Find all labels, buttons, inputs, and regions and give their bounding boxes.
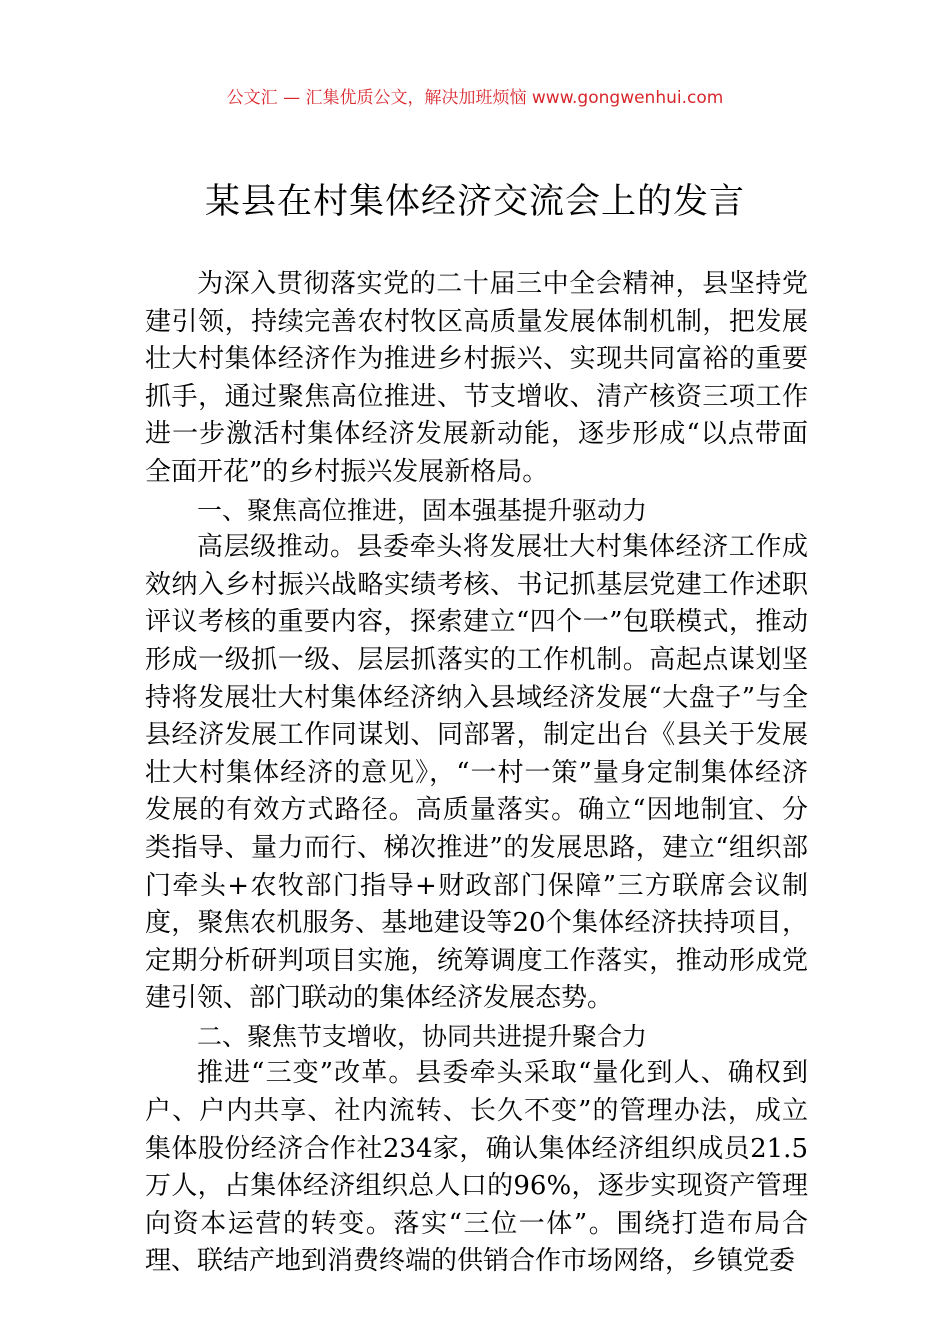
intro-paragraph: 为深入贯彻落实党的二十届三中全会精神，县坚持党建引领，持续完善农村牧区高质量发展体制机制，把发展壮大村集体经济作为推进乡村振兴、实现共同富裕的重要抓手，通过聚焦高位推进、节支增收、清产核资三项工作进一步激活村集体经济发展新动能，逐步形成“以点带面全面开花”的乡村振兴发展新格局。 — [145, 269, 808, 487]
document-title: 某县在村集体经济交流会上的发言 — [204, 182, 745, 222]
header-banner[interactable]: 公文汇 — 汇集优质公文，解决加班烦恼 www.gongwenhui.com — [226, 88, 724, 108]
document-body — [145, 266, 808, 1281]
section-1-paragraph: 高层级推动。县委牵头将发展壮大村集体经济工作成效纳入乡村振兴战略实绩考核、书记抓基层党建工作述职评议考核的重要内容，探索建立“四个一”包联模式，推动形成一级抓一级、层层抓落实的工作机制。高起点谋划坚持将发展壮大村集体经济纳入县域经济发展“大盘子”与全县经济发展工作同谋划、同部署，制定出台《县关于发展壮大村集体经济的意见》，“一村一策”量身定制集体经济发展的有效方式路径。高质量落实。确立“因地制宜、分类指导、量力而行、梯次推进”的发展思路，建立“组织部门牵头+农牧部门指导+财政部门保障”三方联席会议制度，聚焦农机服务、基地建设等20个集体经济扶持项目，定期分析研判项目实施，统筹调度工作落实，推动形成党建引领、部门联动的集体经济发展态势。 — [145, 532, 808, 1014]
section-heading-1: 一、聚焦高位推进，固本强基提升驱动力 — [197, 495, 648, 525]
section-2-paragraph: 推进“三变”改革。县委牵头采取“量化到人、确权到户、户内共享、社内流转、长久不变”的管理办法，成立集体股份经济合作社234家，确认集体经济组织成员21.5万人，占集体经济组织总人口的96%，逐步实现资产管理向资本运营的转变。落实“三位一体”。围绕打造布局合理、联结产地到消费终端的供销合作市场网络，乡镇党委 — [145, 1058, 808, 1277]
section-heading-2: 二、聚焦节支增收，协同共进提升聚合力 — [197, 1021, 648, 1051]
